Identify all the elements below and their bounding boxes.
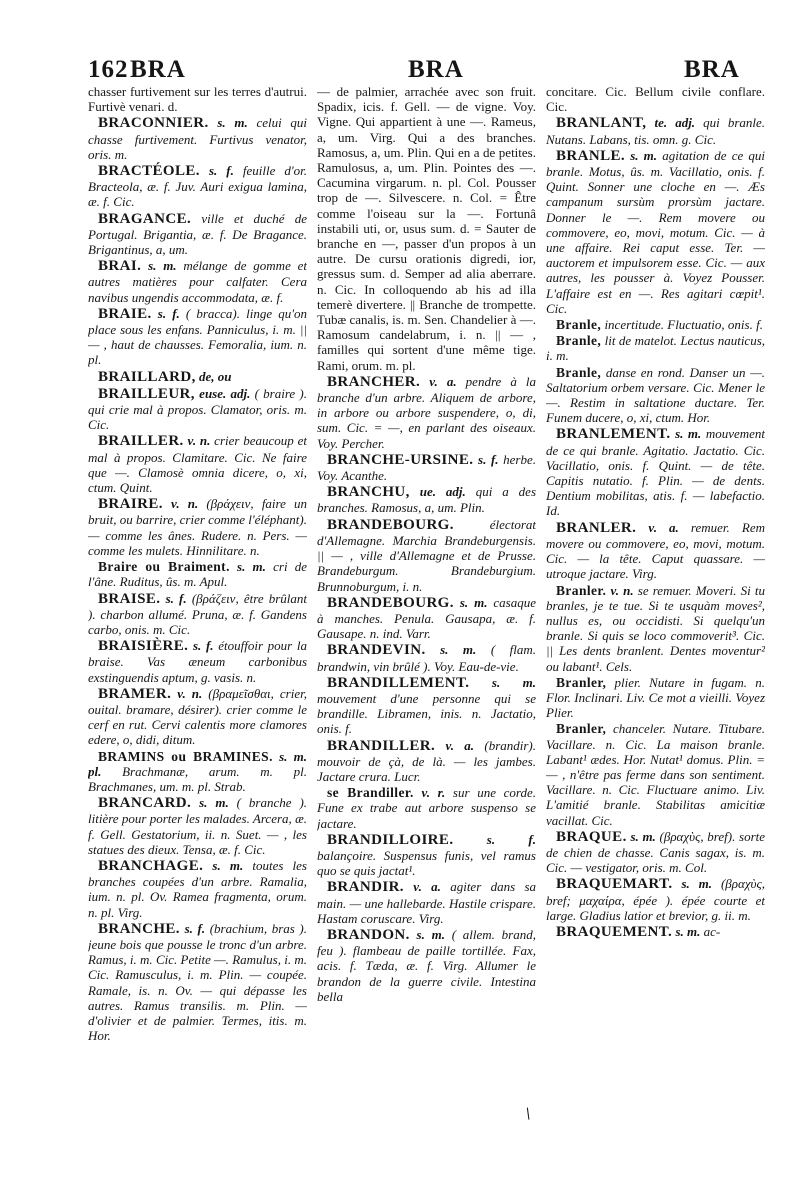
dictionary-entry — [546, 520, 765, 582]
entry-definition: électorat d'Allemagne. Marchia Brandeburgensis. || — , ville d'Allemagne et de Prusse. Brandeburgum. Brandeburgium. Brunnoburgum, i. n. — [317, 516, 536, 594]
entry-headword: BRANDILLEMENT. — [327, 674, 470, 691]
dictionary-entry — [546, 333, 765, 363]
entry-grammar: s. m. — [459, 594, 488, 610]
dictionary-entry — [88, 386, 307, 433]
dictionary-entry — [546, 721, 765, 827]
dictionary-entry — [88, 795, 307, 857]
entry-grammar: v. n. — [610, 582, 634, 598]
entry-headword: BRANCHU, — [327, 484, 410, 501]
entry-grammar: v. n. — [187, 433, 211, 449]
dictionary-entry — [317, 452, 536, 483]
running-header — [88, 50, 765, 84]
entry-headword: BRANCARD. — [98, 795, 192, 812]
entry-grammar: s. m. — [440, 642, 477, 658]
entry-headword: BRAILLEUR, — [98, 385, 195, 402]
entry-headword: BRAQUEMART. — [556, 876, 673, 893]
header-guide-word-left: BRA — [130, 56, 186, 83]
entry-grammar: s. m. — [148, 258, 177, 274]
entry-definition: ( flam. brandwin, vin brûlé ). Voy. Eau-de-vie. — [317, 642, 536, 674]
entry-grammar: te. adj. — [654, 115, 696, 131]
entry-definition: incertitude. Fluctuatio, onis. f. — [604, 317, 763, 333]
entry-headword: BRAI. — [98, 258, 142, 275]
entry-headword: BRANDON. — [327, 926, 410, 943]
entry-headword: BRANDILLER. — [327, 737, 436, 754]
entry-grammar: s. m. — [675, 923, 701, 939]
entry-headword: BRANDEVIN. — [327, 642, 426, 659]
entry-grammar: v. n. — [177, 685, 203, 701]
entry-headword: BRANDILLOIRE. — [327, 831, 454, 848]
entry-headword: BRANLEMENT. — [556, 426, 671, 443]
entry-definition: remuer. Rem movere ou commovere, eo, movi, motum. Cic. — la tête. Caput quassare. — utroque jactare. Virg. — [546, 519, 765, 582]
dictionary-entry — [546, 365, 765, 426]
entry-definition: (βράχειν, faire un bruit, ou barrire, crier comme l'éléphant). — comme les ânes. Rudere. n. Pers. — comme les mulets. Hinnilitare. n. — [88, 496, 307, 558]
entry-headword: BRAISIÈRE. — [98, 638, 189, 655]
entry-headword: BRAQUEMENT. — [556, 923, 673, 940]
entry-headword: BRACTÉOLE. — [98, 163, 200, 180]
entry-definition: ( allem. brand, feu ). flambeau de paille tortillée. Fax, acis. f. Tæda, æ. f. Virg. Allumer le brandon de la guerre civile. Intestina bella — [317, 926, 536, 1004]
dictionary-entry — [317, 879, 536, 926]
entry-text: chasser furtivement sur les terres d'autrui. Furtivè venari. d. — [88, 84, 307, 115]
dictionary-entry — [546, 317, 765, 332]
entry-definition: cri de l'âne. Ruditus, ûs. m. Apul. — [88, 559, 307, 590]
entry-grammar: v. a. — [445, 737, 475, 753]
dictionary-entry — [88, 115, 307, 162]
entry-definition: (brachium, bras ). jeune bois que pousse le tronc d'un arbre. Ramus, i. m. Cic. Petite —. Ramulus, i. m. Cic. Ramusculus, i. m. Plin. — coupée. Ramale, is. n. Ov. — qui dépasse les autres. Ramus transilis. m. Plin. — d'olivier et de palmier. Termes, itis. m. Hor. — [88, 920, 307, 1044]
entry-headword: BRANLANT, — [556, 115, 647, 132]
dictionary-entry — [88, 638, 307, 685]
entry-grammar: s. m. — [681, 876, 713, 892]
dictionary-entry — [546, 675, 765, 721]
entry-definition: mouvement d'une personne qui se brandille. Libramen, inis. n. Jactatio, onis. f. — [317, 690, 536, 737]
dictionary-entry — [546, 924, 765, 940]
entry-headword: BRANCHE-URSINE. — [327, 451, 474, 468]
entry-definition: qui branle. Nutans. Labans, tis. omn. g. Cic. — [546, 115, 765, 147]
entry-grammar: euse. adj. — [199, 385, 251, 401]
entry-definition: danse en rond. Danser un —. Saltatorium orbem versare. Cic. Mener le —. Restim in saltatione ductare. Ter. Funem ducere, o, xi, ctum. Hor. — [546, 364, 765, 426]
dictionary-entry — [88, 591, 307, 638]
entry-grammar: s. m. — [630, 828, 656, 844]
entry-grammar: s. m. — [217, 115, 248, 131]
entry-definition: ( bracca). linge qu'on place sous les enfans. Panniculus, i. m. || — , haut de chausses. Femoralia, ium. n. pl. — [88, 305, 307, 368]
entry-grammar: s. m. — [237, 559, 266, 575]
entry-headword: BRAMER. — [98, 685, 172, 702]
entry-headword: Braire ou Braiment. — [98, 559, 230, 575]
dictionary-entry — [317, 517, 536, 594]
entry-headword: BRANDIR. — [327, 879, 404, 896]
entry-grammar: v. n. — [171, 496, 199, 512]
dictionary-entry — [546, 148, 765, 316]
entry-grammar: ue. adj. — [419, 484, 466, 500]
column-middle — [317, 84, 536, 1044]
entry-definition: chanceler. Nutare. Titubare. Vacillare. n. Cic. La maison branle. Labant¹ ædes. Hor. Nutat¹ domus. Plin. = — , n'être pas ferme dans son sentiment. Vacillare. n. Cic. Fluctuare animo. Liv. L'amitié branle. Stabilitas amicitiæ vacillat. Cic. — [546, 721, 765, 828]
entry-headword: BRANCHE. — [98, 920, 180, 937]
entry-definition: pendre à la branche d'un arbre. Aliquem de arbore, in arbore ou arbore suspendere, o, di, sum. Cic. = —, en parlant des oiseaux. Voy. Percher. — [317, 373, 536, 451]
entry-definition: celui qui chasse furtivement. Furtivus venator, oris. m. — [88, 115, 307, 162]
entry-grammar: s. m. — [416, 926, 445, 942]
entry-definition: (βραχὺς, bref; μαχαίρα, épée ). épée courte et large. Gladius latior et brevior, g. ii. m. — [546, 876, 765, 923]
entry-grammar: s. f. — [478, 451, 499, 467]
dictionary-entry — [88, 163, 307, 210]
header-guide-word-right: BRA — [684, 56, 740, 83]
dictionary-entry — [546, 829, 765, 876]
entry-definition: ville et duché de Portugal. Brigantia, æ. f. De Bragance. Brigantinus, a, um. — [88, 210, 307, 258]
dictionary-entry — [88, 496, 307, 558]
dictionary-entry — [88, 258, 307, 305]
entry-definition: (βραμεῖσθαι, crier, ouital. bramare, désirer). crier comme le cerf en rut. Cervi calentis more clamores edere, o, didi, ditum. — [88, 685, 307, 748]
entry-headword: Branle, — [556, 364, 602, 380]
entry-headword: BRANLE. — [556, 147, 626, 164]
entry-definition: mouvement de ce qui branle. Agitatio. Jactatio. Cic. Vacillatio, onis. f. Quint. — de tête. Capitis nutatio. f. Plin. — de dents. Dentium mobilitas, atis. f. — labefactio. Id. — [546, 426, 765, 519]
entry-grammar: de, ou — [199, 368, 232, 384]
entry-definition: Brachmanæ, arum. m. pl. Brachmanes, um. m. pl. Strab. — [88, 763, 307, 794]
column-right — [546, 84, 765, 1044]
dictionary-entry — [88, 858, 307, 920]
entry-headword: BRANDEBOURG. — [327, 594, 454, 611]
dictionary-entry — [317, 738, 536, 785]
entry-headword: Branle, — [556, 333, 602, 349]
entry-definition: toutes les branches coupées d'un arbre. Ramalia, ium. n. pl. Ov. Ramea fragmenta, orum. n. pl. Virg. — [88, 857, 307, 920]
header-guide-word-center: BRA — [408, 56, 464, 83]
entry-headword: se Brandiller. — [327, 785, 414, 801]
dictionary-entry — [546, 115, 765, 146]
dictionary-entry — [88, 686, 307, 748]
dictionary-entry — [88, 433, 307, 495]
entry-definition: casaque à manches. Penula. Gausapa, æ. f. Gausape. n. ind. Varr. — [317, 594, 536, 642]
entry-definition: mélange de gomme et autres matières pour calfater. Cera navibus ungendis accommodata, æ. f. — [88, 258, 307, 305]
dictionary-entry — [317, 484, 536, 515]
dictionary-entry — [317, 595, 536, 642]
dictionary-entry — [317, 374, 536, 451]
dictionary-entry — [546, 426, 765, 518]
entry-grammar: s. f. — [192, 638, 214, 654]
dictionary-entry — [546, 876, 765, 923]
entry-headword: BRANCHAGE. — [98, 857, 204, 874]
entry-headword: BRAILLARD, — [98, 368, 196, 385]
entry-definition: (βράζειν, être brûlant ). charbon allumé. Pruna, æ. f. Gandens carbo, onis. m. Cic. — [88, 590, 307, 637]
entry-grammar: s. f. — [157, 305, 180, 321]
entry-grammar: s. m. — [675, 426, 702, 442]
dictionary-entry — [317, 675, 536, 737]
entry-headword: BRAQUE. — [556, 828, 627, 845]
dictionary-entry — [546, 583, 765, 674]
entry-headword: Branler. — [556, 582, 607, 598]
entry-definition: étouffoir pour la braise. Vas æneum carbonibus exstinguendis aptum, g. vasis. n. — [88, 638, 307, 685]
entry-headword: Branler, — [556, 674, 607, 690]
entry-grammar: v. a. — [429, 373, 457, 389]
dictionary-entry — [317, 832, 536, 879]
entry-grammar: s. f. — [208, 163, 234, 179]
entry-definition: ac- — [703, 923, 721, 939]
entry-headword: BRAIE. — [98, 305, 152, 322]
entry-continuation — [317, 84, 536, 373]
entry-text: concitare. Cic. Bellum civile conflare. Cic. — [546, 84, 765, 115]
dictionary-entry — [88, 306, 307, 368]
entry-definition: agitation de ce qui branle. Motus, ûs. m. Vacillatio, onis. f. Quint. Sonner une cloche en —. Æs campanum sursùm prorsùm jactare. Donner le —. Rem movere ou commovere, eo, movi, motum. Cic. — à une affaire. Rei caput esse. Ter. — auctorem et impulsorem esse. Cic. — aux autres, les pousser à. Voyez Pousser. L'affaire est en —. Res agitari cœpit¹. Cic. — [546, 147, 765, 316]
entry-definition: (brandir). mouvoir de çà, de là. — les jambes. Jactare crura. Lucr. — [317, 737, 536, 784]
entry-grammar: v. r. — [421, 785, 446, 801]
entry-continuation — [546, 84, 765, 114]
dictionary-entry — [88, 921, 307, 1044]
entry-definition: qui a des branches. Ramosus, a, um. Plin. — [317, 484, 536, 516]
entry-headword: BRANLER. — [556, 519, 637, 536]
entry-text: — de palmier, arrachée avec son fruit. Spadix, icis. f. Gell. — de vigne. Voy. Vigne. Qui appartient à une —. Rameus, a, um. Virg. Qui a des branches. Ramosus, a, um. Plin. Qui en a de petites. Ramulosus, a, um. Plin. Pointes des —. Cacumina virgarum. n. pl. Col. Pousser trop de —. Silvescere. n. Col. = Être comme l'oiseau sur la —. Fortunâ instabili uti, or, usus sum. d. = Sauter de branche en —, passer d'un propos à un autre. De cursu orationis digredi, ior, gressus sum. d. Semper ad alia aberrare. n. Cic. In colloquendo ab his ad illa temerè divertere. || Branche de trompette. Tubæ canalis, is. m. Sen. Chandelier à —. Ramosum candelabrum, i. n. || — , familles qui sortent d'une même tige. Rami, orum. m. pl. — [317, 84, 536, 373]
entry-definition: feuille d'or. Bracteola, æ. f. Juv. Auri exigua lamina, æ. f. Cic. — [88, 163, 307, 210]
entry-definition: se remuer. Moveri. Si tu branles, je te tue. Si te usquàm moves², nullus es, ou occidisti. Si quelqu'un branle. Si quis se loco commoverit³. Cic. || Les dents branlent. Dentes moventur² ou labant¹. Cels. — [546, 582, 765, 674]
dictionary-entry — [88, 211, 307, 258]
dictionary-entry — [88, 369, 307, 385]
entry-grammar: s. f. — [486, 831, 536, 847]
page-number: 162 — [88, 56, 129, 83]
entry-headword: BRAISE. — [98, 590, 161, 607]
entry-definition: balançoire. Suspensus funis, vel ramus quo se quis jactat¹. — [317, 847, 536, 879]
entry-grammar: s. m. — [199, 795, 229, 811]
entry-headword: Branler, — [556, 721, 607, 737]
entry-headword: BRACONNIER. — [98, 115, 209, 132]
entry-grammar: s. m. — [630, 147, 658, 163]
entry-definition: (βραχὺς, bref). sorte de chien de chasse. Canis sagax, is. m. Cic. — vestigator, oris. m. Col. — [546, 828, 765, 876]
entry-grammar: s. m. pl. — [88, 748, 307, 779]
entry-headword: BRANCHER. — [327, 373, 421, 390]
dictionary-entry — [317, 785, 536, 831]
entry-definition: crier beaucoup et mal à propos. Clamitare. Cic. Ne faire que —. Clamosè omnia dicere, o, xi, ctum. Quint. — [88, 433, 307, 496]
dictionary-entry — [88, 749, 307, 795]
dictionary-entry — [317, 642, 536, 673]
entry-grammar: v. a. — [648, 519, 679, 535]
entry-headword: BRAIRE. — [98, 496, 163, 513]
entry-grammar: s. f. — [184, 920, 206, 936]
entry-grammar: s. m. — [491, 674, 536, 690]
entry-definition: ( braire ). qui crie mal à propos. Clamator, oris. m. Cic. — [88, 385, 307, 433]
dictionary-entry — [88, 559, 307, 589]
entry-grammar: s. f. — [165, 590, 187, 606]
entry-definition: agiter dans sa main. — une hallebarde. Hastile crispare. Hastam coruscare. Virg. — [317, 879, 536, 926]
column-left — [88, 84, 307, 1044]
entry-definition: lit de matelot. Lectus nauticus, i. m. — [546, 333, 765, 364]
entry-headword: BRAGANCE. — [98, 210, 192, 227]
dictionary-entry — [317, 927, 536, 1004]
stray-mark: / — [522, 1105, 534, 1123]
entry-continuation — [88, 84, 307, 114]
entry-definition: sur une corde. Fune ex trabe aut arbore suspenso se jactare. — [317, 785, 536, 831]
entry-definition: ( branche ). litière pour porter les malades. Arcera, æ. f. Gell. Gestatorium, ii. n. Suet. — , les statues des dieux. Tensa, æ. f. Cic. — [88, 795, 307, 857]
entry-definition: plier. Nutare in fugam. n. Flor. Inclinari. Liv. Ce mot a vieilli. Voyez Plier. — [546, 674, 765, 721]
entry-grammar: s. m. — [212, 857, 244, 873]
entry-headword: BRAILLER. — [98, 433, 184, 450]
entry-headword: BRANDEBOURG. — [327, 516, 454, 533]
entry-grammar: v. a. — [413, 879, 441, 895]
entry-headword: Branle, — [556, 317, 602, 333]
entry-headword: BRAMINS ou BRAMINES. — [98, 748, 273, 764]
entry-definition: herbe. Voy. Acanthe. — [317, 451, 536, 484]
text-columns — [88, 84, 765, 1044]
